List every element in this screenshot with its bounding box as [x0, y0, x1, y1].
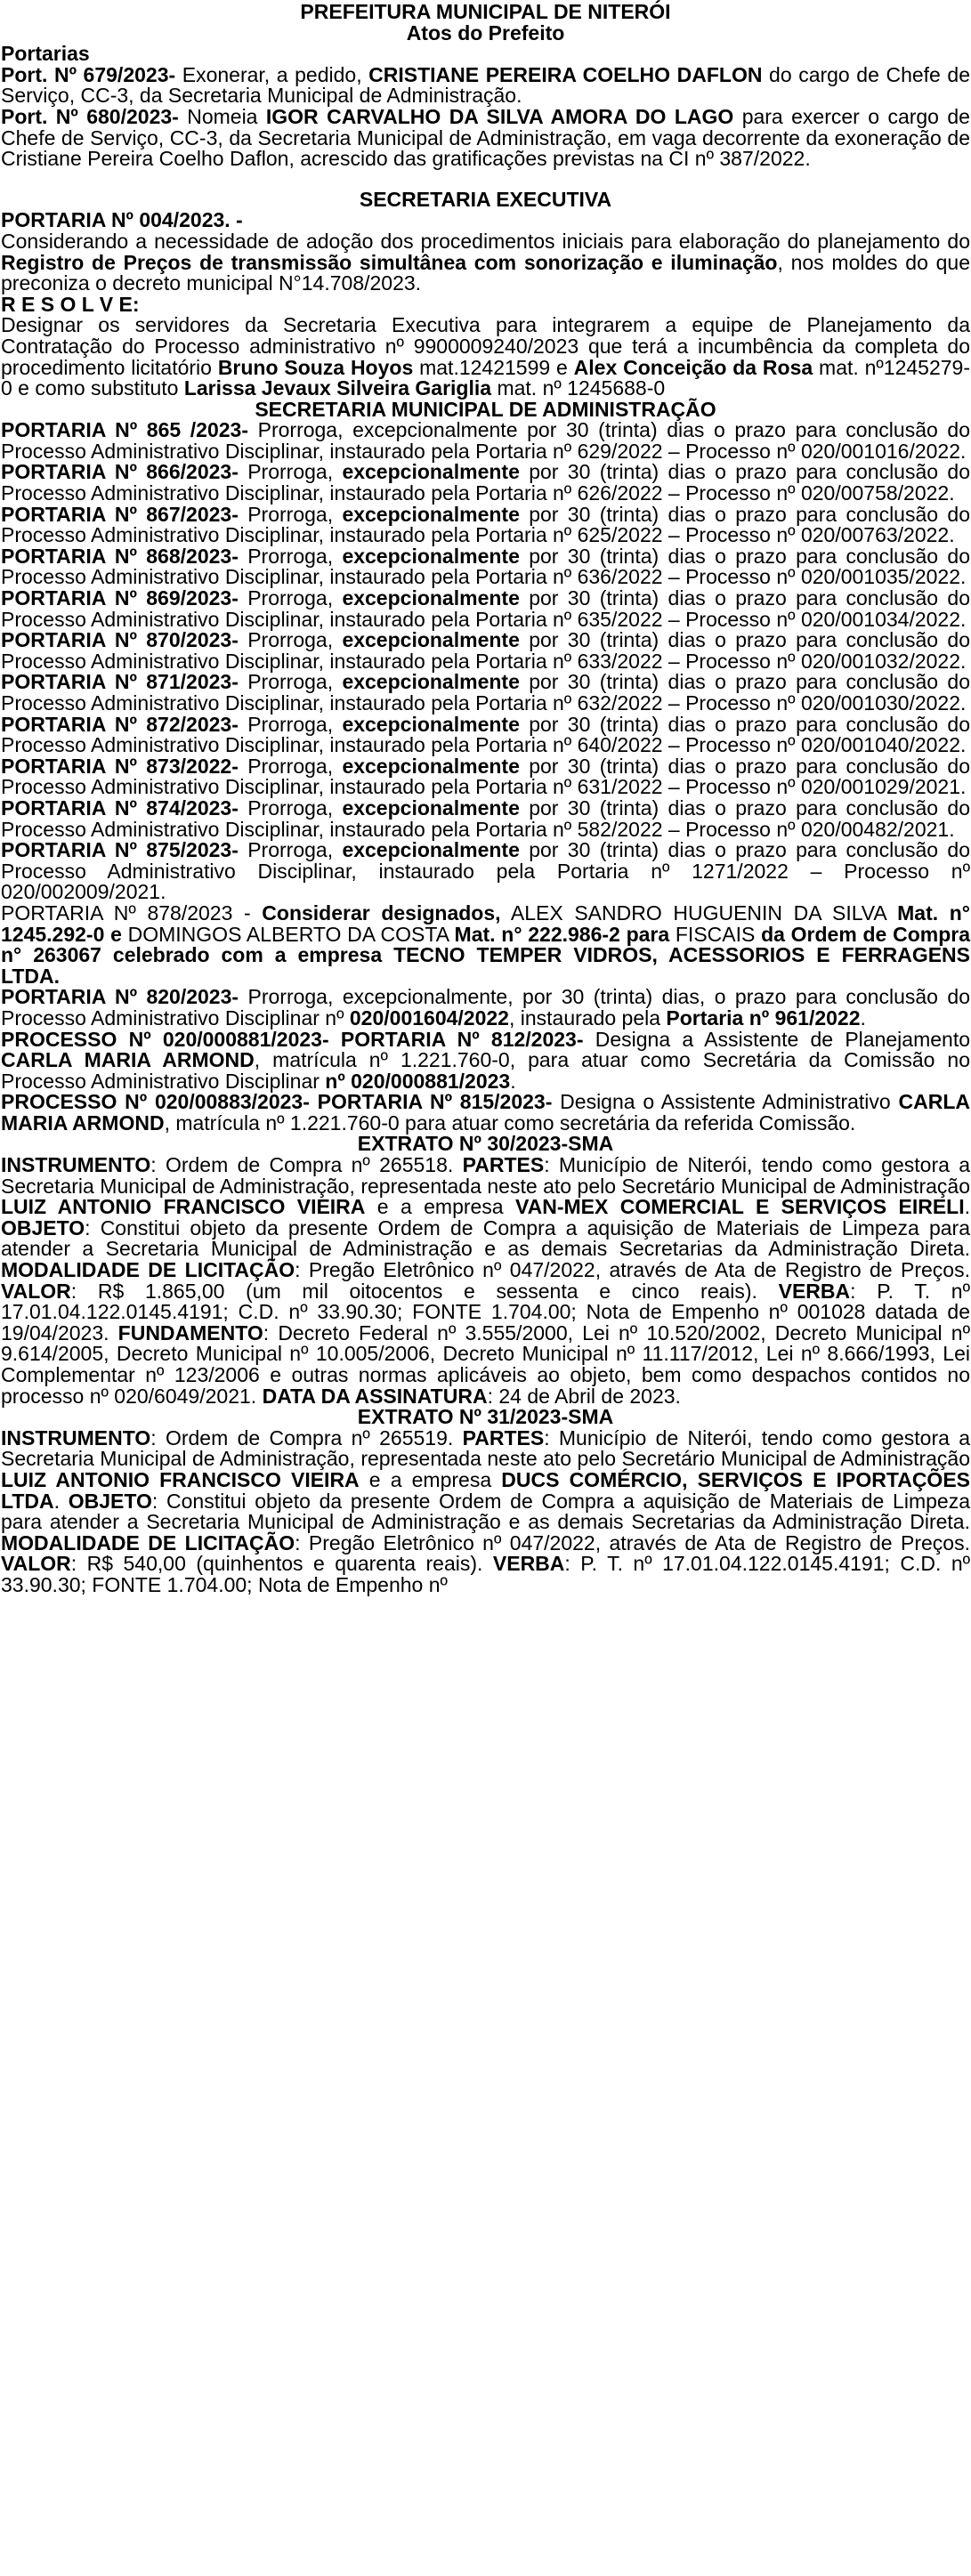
- bold-text: EXTRATO Nº 30/2023-SMA: [357, 1132, 614, 1156]
- paragraph: [1, 210, 970, 231]
- paragraph: [1, 1155, 970, 1407]
- bold-text: excepcionalmente: [342, 754, 520, 778]
- text: Prorroga,: [238, 795, 343, 820]
- text: Exonerar, a pedido,: [175, 62, 369, 86]
- text: por 30 (trinta) dias o prazo para conclusão do Processo Administrativo Disciplinar, instaurado pela Portaria nº 635/2022 – Processo nº 020/001034/2022.: [1, 586, 970, 631]
- bold-text: EXTRATO Nº 31/2023-SMA: [357, 1405, 614, 1429]
- bold-text: INSTRUMENTO: [1, 1425, 151, 1450]
- bold-text: VAN-MEX COMERCIAL E SERVIÇOS EIRELI: [514, 1195, 965, 1219]
- bold-text: Mat. n° 1245.292-0 e: [1, 900, 970, 946]
- text: : R$ 1.865,00 (um mil oitocentos e sessenta e cinco reais).: [70, 1279, 779, 1303]
- text: mat. nº1245279-0 e como substituto: [1, 355, 971, 400]
- text: Prorroga, excepcionalmente, por 30 (trinta) dias, o prazo para conclusão do Processo Administrativo Disciplinar nº: [1, 985, 970, 1030]
- bold-text: SECRETARIA MUNICIPAL DE ADMINISTRAÇÃO: [255, 397, 716, 421]
- bold-text: LUIZ ANTONIO FRANCISCO VIEIRA: [1, 1195, 366, 1219]
- paragraph: [1, 630, 970, 672]
- text: por 30 (trinta) dias o prazo para conclusão do Processo Administrativo Disciplinar, instaurado pela Portaria nº 640/2022 – Processo nº 020/001040/2022.: [1, 712, 970, 757]
- text: por 30 (trinta) dias o prazo para conclusão do Processo Administrativo Disciplinar, instaurado pela Portaria nº 1271/2022 – Processo nº 020/002009/2021.: [1, 838, 970, 904]
- text: ALEX SANDRO HUGUENIN DA SILVA: [500, 900, 898, 925]
- paragraph: [1, 502, 970, 547]
- bold-text: Considerar designados,: [262, 900, 501, 925]
- text: .: [510, 1069, 516, 1093]
- bold-text: Larissa Jevaux Silveira Gariglia: [183, 376, 492, 400]
- paragraph: [1, 420, 970, 462]
- text: : Ordem de Compra nº 265519.: [150, 1425, 463, 1450]
- bold-text: SECRETARIA EXECUTIVA: [359, 187, 612, 211]
- paragraph: [1, 987, 970, 1029]
- bold-text: excepcionalmente: [342, 628, 520, 652]
- text: FISCAIS: [669, 922, 762, 946]
- text: , matrícula nº 1.221.760-0, para atuar como Secretária da Comissão no Processo Administrativo Disciplinar: [1, 1048, 970, 1093]
- bold-text: DATA DA ASSINATURA: [262, 1384, 488, 1408]
- text: Considerando a necessidade de adoção dos procedimentos iniciais para elaboração do planejamento do: [1, 229, 970, 253]
- bold-text: excepcionalmente: [342, 712, 520, 736]
- paragraph: [1, 546, 970, 588]
- paragraph: [1, 315, 970, 399]
- bold-text: PROCESSO Nº 020/000881/2023- PORTARIA Nº 812/2023-: [1, 1027, 584, 1051]
- bold-text: excepcionalmente: [342, 586, 520, 610]
- bold-text: PORTARIA Nº 869/2023-: [1, 586, 239, 610]
- bold-text: excepcionalmente: [342, 670, 520, 694]
- bold-text: PORTARIA Nº 872/2023-: [1, 712, 239, 736]
- text: e a empresa: [359, 1467, 502, 1491]
- paragraph: [1, 672, 970, 714]
- bold-text: PORTARIA Nº 004/2023. -: [1, 208, 243, 232]
- text: .: [860, 1005, 866, 1030]
- bold-text: PORTARIA Nº 868/2023-: [1, 544, 239, 568]
- text: por 30 (trinta) dias o prazo para conclusão do Processo Administrativo Disciplinar, instaurado pela Portaria nº 636/2022 – Processo nº 020/001035/2022.: [1, 544, 970, 589]
- bold-text: PORTARIA Nº 866/2023-: [1, 460, 239, 484]
- bold-text: 020/001604/2022: [349, 1005, 509, 1030]
- paragraph: [1, 462, 970, 504]
- bold-text: PARTES: [462, 1153, 545, 1177]
- bold-text: FUNDAMENTO: [117, 1320, 263, 1345]
- bold-text: MODALIDADE DE LICITAÇÃO: [1, 1530, 295, 1554]
- text: : Pregão Eletrônico nº 047/2022, através de Ata de Registro de Preços.: [295, 1530, 970, 1554]
- text: : Constitui objeto da presente Ordem de Compra a aquisição de Materiais de Limpeza para atender a Secretaria Municipal de Administração e as demais Secretarias da Administração Direta.: [1, 1489, 970, 1534]
- text: , nos moldes do que preconiza o decreto municipal N°14.708/2023.: [1, 250, 970, 295]
- bold-text: da Ordem de Compra n° 263067 celebrado com a empresa TECNO TEMPER VIDROS, ACESSORIOS E FERRAGENS LTDA.: [1, 922, 970, 988]
- bold-text: PORTARIA Nº 875/2023-: [1, 838, 239, 862]
- paragraph: [1, 712, 970, 757]
- text: Prorroga,: [238, 628, 343, 652]
- bold-text: VERBA: [492, 1552, 565, 1576]
- text: DOMINGOS ALBERTO DA COSTA: [121, 922, 455, 946]
- bold-text: excepcionalmente: [342, 544, 520, 568]
- text: Designa a Assistente de Planejamento: [583, 1027, 970, 1051]
- text: mat. nº 1245688-0: [491, 376, 666, 400]
- text: por 30 (trinta) dias o prazo para conclusão do Processo Administrativo Disciplinar, instaurado pela Portaria nº 631/2022 – Processo nº 020/001029/2021.: [1, 754, 970, 799]
- bold-text: CRISTIANE PEREIRA COELHO DAFLON: [368, 62, 763, 86]
- text: : P. T. nº 17.01.04.122.0145.4191; C.D. nº 33.90.30; FONTE 1.704.00; Nota de Empenho nº 001028 datada de 19/04/2023.: [1, 1279, 970, 1345]
- bold-text: Atos do Prefeito: [406, 20, 565, 44]
- bold-text: LUIZ ANTONIO FRANCISCO VIEIRA: [1, 1467, 360, 1491]
- paragraph: [1, 1425, 971, 1596]
- paragraph: [1, 104, 970, 171]
- text: Prorroga,: [238, 460, 343, 484]
- text: Prorroga,: [238, 838, 343, 862]
- bold-text: DUCS COMÉRCIO, SERVIÇOS E IPORTAÇÕES LTDA: [1, 1467, 970, 1513]
- text: Prorroga,: [238, 712, 343, 736]
- bold-text: PORTARIA Nº 871/2023-: [1, 670, 239, 694]
- text: : 24 de Abril de 2023.: [487, 1384, 681, 1408]
- text: : Ordem de Compra nº 265518.: [150, 1153, 463, 1177]
- bold-text: VERBA: [778, 1279, 851, 1303]
- text: Prorroga,: [238, 670, 343, 694]
- text: : Município de Niterói, tendo como gestora a Secretaria Municipal de Administração, representada neste ato pelo Secretário Municipal de Administração: [1, 1425, 971, 1471]
- text: Prorroga, excepcionalmente por 30 (trinta) dias o prazo para conclusão do Processo Administrativo Disciplinar, instaurado pela Portaria nº 629/2022 – Processo nº 020/001016/2022.: [1, 418, 970, 463]
- bold-text: Port. Nº 679/2023-: [1, 62, 176, 86]
- text: Prorroga,: [238, 544, 343, 568]
- paragraph: [1, 900, 970, 988]
- text: por 30 (trinta) dias o prazo para conclusão do Processo Administrativo Disciplinar, instaurado pela Portaria nº 625/2022 – Processo nº 020/00763/2022.: [1, 502, 970, 547]
- bold-text: VALOR: [1, 1279, 71, 1303]
- bold-text: PORTARIA Nº 865 /2023-: [1, 418, 248, 442]
- text: , instaurado pela: [508, 1005, 667, 1030]
- text: por 30 (trinta) dias o prazo para conclusão do Processo Administrativo Disciplinar, instaurado pela Portaria nº 632/2022 – Processo nº 020/001030/2022.: [1, 670, 970, 715]
- text: mat.12421599 e: [413, 355, 574, 379]
- bold-text: Portaria nº 961/2022: [666, 1005, 861, 1030]
- paragraph: [1, 44, 970, 65]
- bold-text: OBJETO: [68, 1489, 152, 1513]
- text: .: [53, 1489, 69, 1513]
- paragraph: [1, 795, 970, 841]
- bold-text: Registro de Preços de transmissão simultânea com sonorização e iluminação: [1, 250, 778, 274]
- section-heading: [1, 1134, 970, 1155]
- bold-text: PORTARIA Nº 874/2023-: [1, 795, 239, 820]
- paragraph: [1, 756, 970, 798]
- bold-text: INSTRUMENTO: [1, 1153, 151, 1177]
- bold-text: PORTARIA Nº 873/2022-: [1, 754, 239, 778]
- paragraph: [1, 1092, 970, 1134]
- bold-text: excepcionalmente: [342, 795, 520, 820]
- text: Prorroga,: [238, 754, 343, 778]
- paragraph: [1, 588, 970, 630]
- text: : Município de Niterói, tendo como gestora a Secretaria Municipal de Administração, representada neste ato pelo Secretário Municipal de Administração: [1, 1153, 971, 1198]
- bold-text: Alex Conceição da Rosa: [573, 355, 813, 379]
- text: por 30 (trinta) dias o prazo para conclusão do Processo Administrativo Disciplinar, instaurado pela Portaria nº 626/2022 – Processo nº 020/00758/2022.: [1, 460, 970, 505]
- text: , matrícula nº 1.221.760-0 para atuar como secretária da referida Comissão.: [164, 1110, 856, 1135]
- bold-text: excepcionalmente: [342, 460, 520, 484]
- section-heading: [1, 2, 970, 23]
- bold-text: PARTES: [462, 1425, 545, 1450]
- text: : R$ 540,00 (quinhentos e quarenta reais).: [70, 1552, 493, 1576]
- section-heading: [1, 187, 970, 211]
- section-heading: [1, 20, 970, 44]
- bold-text: Portarias: [1, 42, 90, 66]
- text: : Pregão Eletrônico nº 047/2022, através de Ata de Registro de Preços.: [295, 1258, 970, 1282]
- bold-text: PROCESSO Nº 020/00883/2023- PORTARIA Nº 815/2023-: [1, 1090, 553, 1114]
- bold-text: PORTARIA Nº 870/2023-: [1, 628, 239, 652]
- paragraph: [1, 62, 970, 108]
- bold-text: Port. Nº 680/2023-: [1, 104, 179, 128]
- text: Designar os servidores da Secretaria Executiva para integrarem a equipe de Planejamento da Contratação do Processo administrativo nº 9900009240/2023 que terá a incumbência da completa do procedimento licitatório: [1, 313, 970, 379]
- paragraph: [1, 1027, 970, 1093]
- paragraph: [1, 292, 970, 316]
- bold-text: PREFEITURA MUNICIPAL DE NITERÓI: [300, 0, 671, 23]
- text: por 30 (trinta) dias o prazo para conclusão do Processo Administrativo Disciplinar, instaurado pela Portaria nº 582/2022 – Processo nº 020/00482/2021.: [1, 795, 970, 841]
- paragraph: [1, 840, 970, 903]
- bold-text: Bruno Souza Hoyos: [217, 355, 414, 379]
- text: Designa o Assistente Administrativo: [552, 1090, 899, 1114]
- text: e a empresa: [365, 1195, 515, 1219]
- text: por 30 (trinta) dias o prazo para conclusão do Processo Administrativo Disciplinar, instaurado pela Portaria nº 633/2022 – Processo nº 020/001032/2022.: [1, 628, 970, 673]
- bold-text: CARLA MARIA ARMOND: [1, 1048, 255, 1072]
- bold-text: Mat. n° 222.986-2 para: [454, 922, 670, 946]
- text: para exercer o cargo de Chefe de Serviço, CC-3, da Secretaria Municipal de Administração, em vaga decorrente da exoneração de Cristiane Pereira Coelho Daflon, acrescido das gratificações previstas na CI nº 387/2022.: [1, 104, 970, 171]
- bold-text: PORTARIA Nº 867/2023-: [1, 502, 239, 526]
- bold-text: VALOR: [1, 1552, 71, 1576]
- bold-text: OBJETO: [1, 1215, 85, 1240]
- bold-text: IGOR CARVALHO DA SILVA AMORA DO LAGO: [265, 104, 734, 128]
- text: .: [964, 1195, 970, 1219]
- text: Nomeia: [178, 104, 266, 128]
- bold-text: MODALIDADE DE LICITAÇÃO: [1, 1258, 295, 1282]
- bold-text: CARLA MARIA ARMOND: [1, 1090, 970, 1135]
- section-heading: [1, 397, 970, 421]
- text: : Decreto Federal nº 3.555/2000, Lei nº 10.520/2002, Decreto Municipal nº 9.614/2005, Decreto Municipal nº 10.005/2006, Decreto Municipal nº 11.117/2012, Lei nº 8.666/1993, Lei Complementar nº 123/2006 e outras normas aplicáveis ao objeto, bem como despachos contidos no processo nº 020/6049/2021.: [1, 1320, 970, 1408]
- section-heading: [1, 1407, 970, 1428]
- text: Prorroga,: [238, 586, 343, 610]
- text: do cargo de Chefe de Serviço, CC-3, da Secretaria Municipal de Administração.: [1, 62, 970, 108]
- bold-text: PORTARIA Nº 820/2023-: [1, 985, 239, 1009]
- bold-text: nº 020/000881/2023: [325, 1069, 511, 1093]
- bold-text: R E S O L V E:: [1, 292, 140, 316]
- text: Prorroga,: [238, 502, 343, 526]
- text: : P. T. nº 17.01.04.122.0145.4191; C.D. nº 33.90.30; FONTE 1.704.00; Nota de Empenho nº: [1, 1552, 971, 1596]
- bold-text: excepcionalmente: [342, 838, 520, 862]
- text: : Constitui objeto da presente Ordem de Compra a aquisição de Materiais de Limpeza para atender a Secretaria Municipal de Administração e as demais Secretarias da Administração Direta.: [1, 1215, 970, 1261]
- text: PORTARIA Nº 878/2023 -: [1, 900, 263, 925]
- paragraph: [1, 231, 970, 295]
- bold-text: excepcionalmente: [342, 502, 520, 526]
